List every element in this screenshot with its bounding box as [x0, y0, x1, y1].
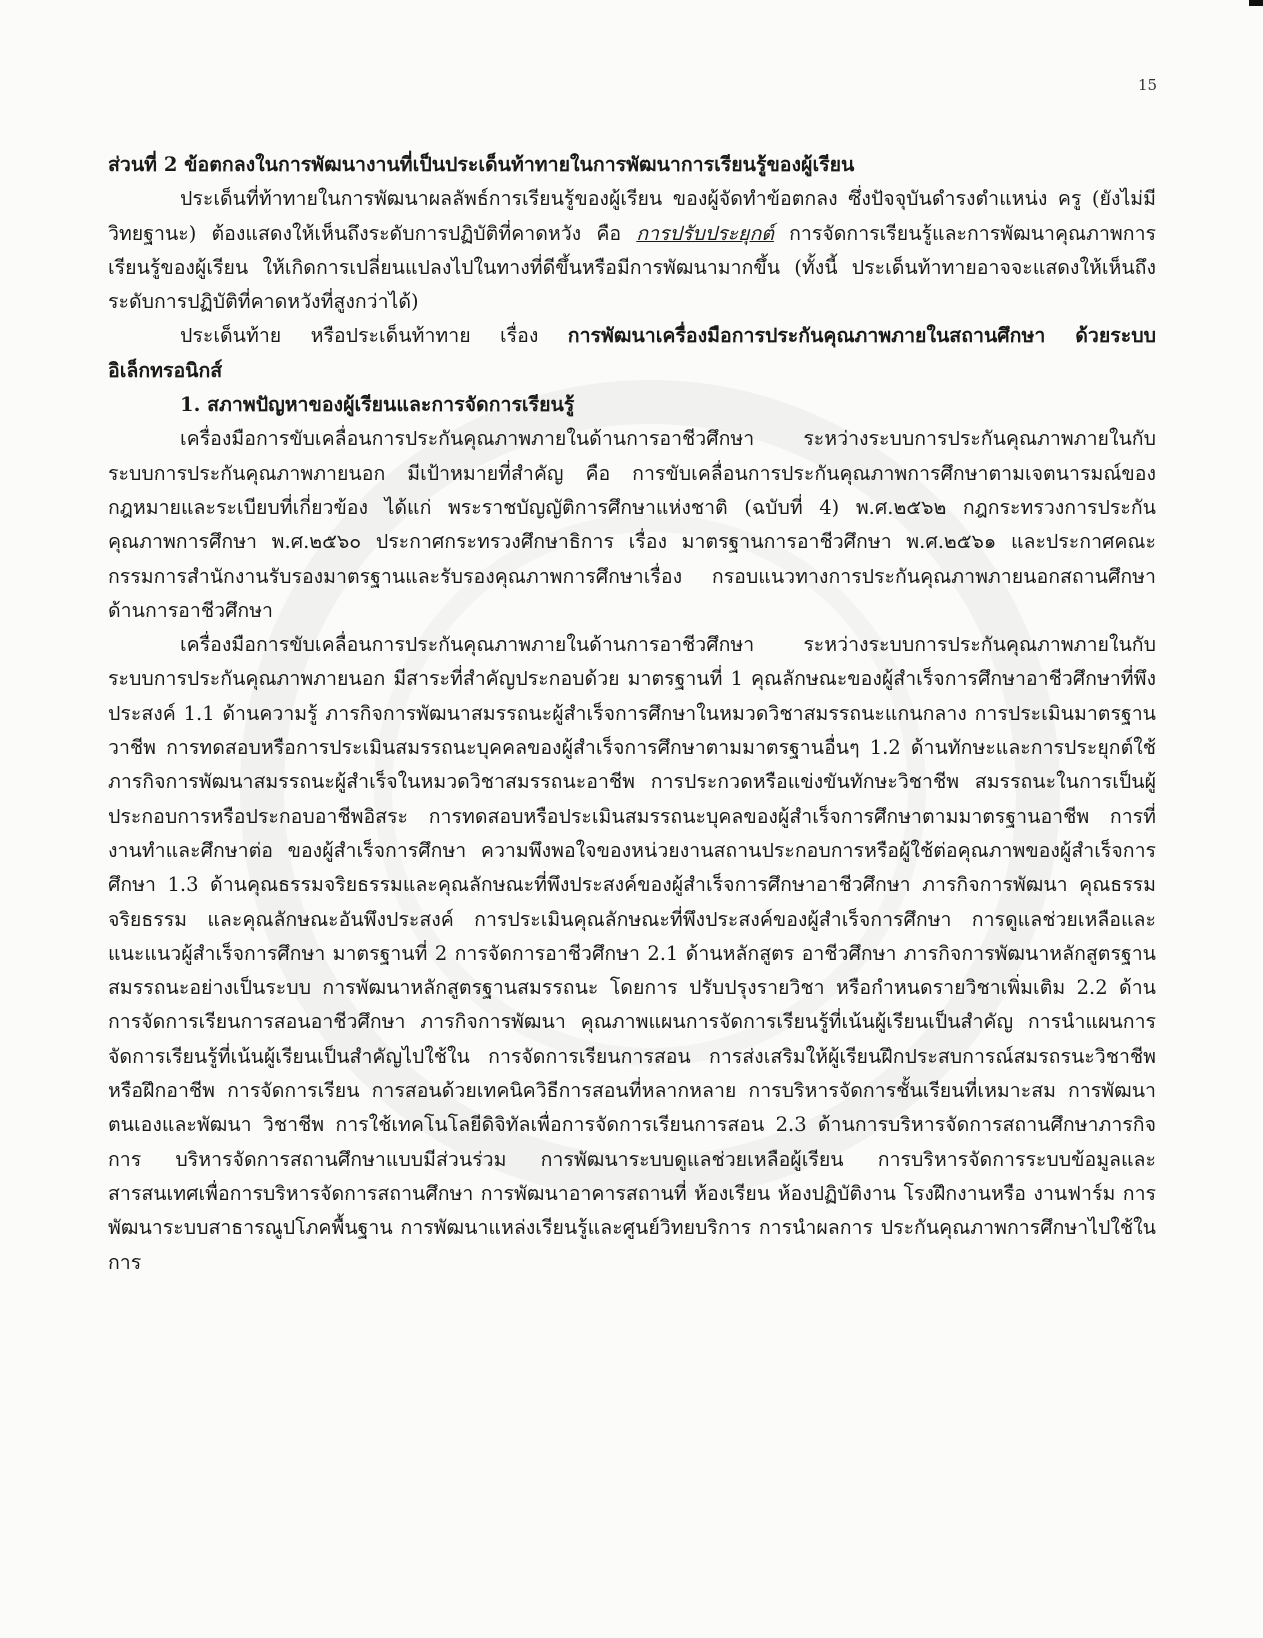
scan-corner-mark	[1249, 0, 1263, 6]
section-title: ส่วนที่ 2 ข้อตกลงในการพัฒนางานที่เป็นประเด็นท้าทายในการพัฒนาการเรียนรู้ของผู้เรียน	[108, 153, 855, 176]
intro-emphasis: การปรับประยุกต์	[636, 221, 774, 245]
body-paragraph-1: เครื่องมือการขับเคลื่อนการประกันคุณภาพภายในด้านการอาชีวศึกษา ระหว่างระบบการประกันคุณภาพภายในกับระบบการประกันคุณภาพภายนอก มีเป้าหมายที่สำคัญ คือ การขับเคลื่อนการประกันคุณภาพการศึกษาตามเจตนารมณ์ของกฎหมายและระเบียบที่เกี่ยวข้อง ได้แก่ พระราชบัญญัติการศึกษาแห่งชาติ (ฉบับที่ 4) พ.ศ.๒๕๖๒ กฎกระทรวงการประกันคุณภาพการศึกษา พ.ศ.๒๕๖๐ ประกาศกระทรวงศึกษาธิการ เรื่อง มาตรฐานการอาชีวศึกษา พ.ศ.๒๕๖๑ และประกาศคณะกรรมการสำนักงานรับรองมาตรฐานและรับรองคุณภาพการศึกษาเรื่อง กรอบแนวทางการประกันคุณภาพภายนอกสถานศึกษาด้านการอาชีวศึกษา	[108, 427, 1156, 622]
topic-prefix: ประเด็นท้าย หรือประเด็นท้าทาย เรื่อง	[180, 324, 568, 348]
intro-text-before: ประเด็นที่ท้าทายในการพัฒนาผลลัพธ์การเรียนรู้ของผู้เรียน ของผู้จัดทำข้อตกลง ซึ่งปัจจุบันดำรงตำแหน่ง ครู (ยังไม่มีวิทยฐานะ) ต้องแสดงให้เห็นถึงระดับการปฏิบัติที่คาดหวัง คือ	[108, 187, 1156, 245]
body-paragraph-2: เครื่องมือการขับเคลื่อนการประกันคุณภาพภายในด้านการอาชีวศึกษา ระหว่างระบบการประกันคุณภาพภายในกับระบบการประกันคุณภาพภายนอก มีสาระที่สำคัญประกอบด้วย มาตรฐานที่ 1 คุณลักษณะของผู้สำเร็จการศึกษาอาชีวศึกษาที่พึงประสงค์ 1.1 ด้านความรู้ ภารกิจการพัฒนาสมรรถนะผู้สำเร็จการศึกษาในหมวดวิชาสมรรถนะแกนกลาง การประเมินมาตรฐานวาชีพ การทดสอบหรือการประเมินสมรรถนะบุคคลของผู้สำเร็จการศึกษาตามมาตรฐานอื่นๆ 1.2 ด้านทักษะและการประยุกต์ใช้ ภารกิจการพัฒนาสมรรถนะผู้สำเร็จในหมวดวิชาสมรรถนะอาชีพ การประกวดหรือแข่งขันทักษะวิชาชีพ สมรรถนะในการเป็นผู้ประกอบการหรือประกอบอาชีพอิสระ การทดสอบหรือประเมินสมรรถนะบุคลของผู้สำเร็จการศึกษาตามมาตรฐานอาชีพ การที่งานทำและศึกษาต่อ ของผู้สำเร็จการศึกษา ความพึงพอใจของหน่วยงานสถานประกอบการหรือผู้ใช้ต่อคุณภาพของผู้สำเร็จการศึกษา 1.3 ด้านคุณธรรมจริยธรรมและคุณลักษณะที่พึงประสงค์ของผู้สำเร็จการศึกษาอาชีวศึกษา ภารกิจการพัฒนา คุณธรรม จริยธรรม และคุณลักษณะอันพึงประสงค์ การประเมินคุณลักษณะที่พึงประสงค์ของผู้สำเร็จการศึกษา การดูแลช่วยเหลือและแนะแนวผู้สำเร็จการศึกษา มาตรฐานที่ 2 การจัดการอาชีวศึกษา 2.1 ด้านหลักสูตร อาชีวศึกษา ภารกิจการพัฒนาหลักสูตรฐานสมรรถนะอย่างเป็นระบบ การพัฒนาหลักสูตรฐานสมรรถนะ โดยการ ปรับปรุงรายวิชา หรือกำหนดรายวิชาเพิ่มเติม 2.2 ด้านการจัดการเรียนการสอนอาชีวศึกษา ภารกิจการพัฒนา คุณภาพแผนการจัดการเรียนรู้ที่เน้นผู้เรียนเป็นสำคัญ การนำแผนการจัดการเรียนรู้ที่เน้นผู้เรียนเป็นสำคัญไปใช้ใน การจัดการเรียนการสอน การส่งเสริมให้ผู้เรียนฝึกประสบการณ์สมรถรนะวิชาชีพหรือฝึกอาชีพ การจัดการเรียน การสอนด้วยเทคนิควิธีการสอนที่หลากหลาย การบริหารจัดการชั้นเรียนที่เหมาะสม การพัฒนาตนเองและพัฒนา วิชาชีพ การใช้เทคโนโลยีดิจิทัลเพื่อการจัดการเรียนการสอน 2.3 ด้านการบริหารจัดการสถานศึกษาภารกิจการ บริหารจัดการสถานศึกษาแบบมีส่วนร่วม การพัฒนาระบบดูแลช่วยเหลือผู้เรียน การบริหารจัดการระบบข้อมูลและ สารสนเทศเพื่อการบริหารจัดการสถานศึกษา การพัฒนาอาคารสถานที่ ห้องเรียน ห้องปฏิบัติงาน โรงฝึกงานหรือ งานฟาร์ม การพัฒนาระบบสาธารณูปโภคพื้นฐาน การพัฒนาแหล่งเรียนรู้และศูนย์วิทยบริการ การนำผลการ ประกันคุณภาพการศึกษาไปใช้ในการ	[108, 633, 1156, 1274]
topic-paragraph	[108, 319, 1156, 388]
document-body	[108, 148, 1156, 1280]
topic-title: การพัฒนาเครื่องมือการประกันคุณภาพภายในสถานศึกษา ด้วยระบบอิเล็กทรอนิกส์	[108, 324, 1156, 382]
page-number: 15	[1138, 76, 1158, 94]
intro-paragraph	[108, 182, 1156, 319]
subsection-heading-1: 1. สภาพปัญหาของผู้เรียนและการจัดการเรียนรู้	[180, 393, 575, 417]
intro-text-after: การจัดการเรียนรู้และการพัฒนาคุณภาพการเรียนรู้ของผู้เรียน ให้เกิดการเปลี่ยนแปลงไปในทางที่ดีขึ้นหรือมีการพัฒนามากขึ้น (ทั้งนี้ ประเด็นท้าทายอาจจะแสดงให้เห็นถึงระดับการปฏิบัติที่คาดหวังที่สูงกว่าได้)	[108, 221, 1157, 314]
